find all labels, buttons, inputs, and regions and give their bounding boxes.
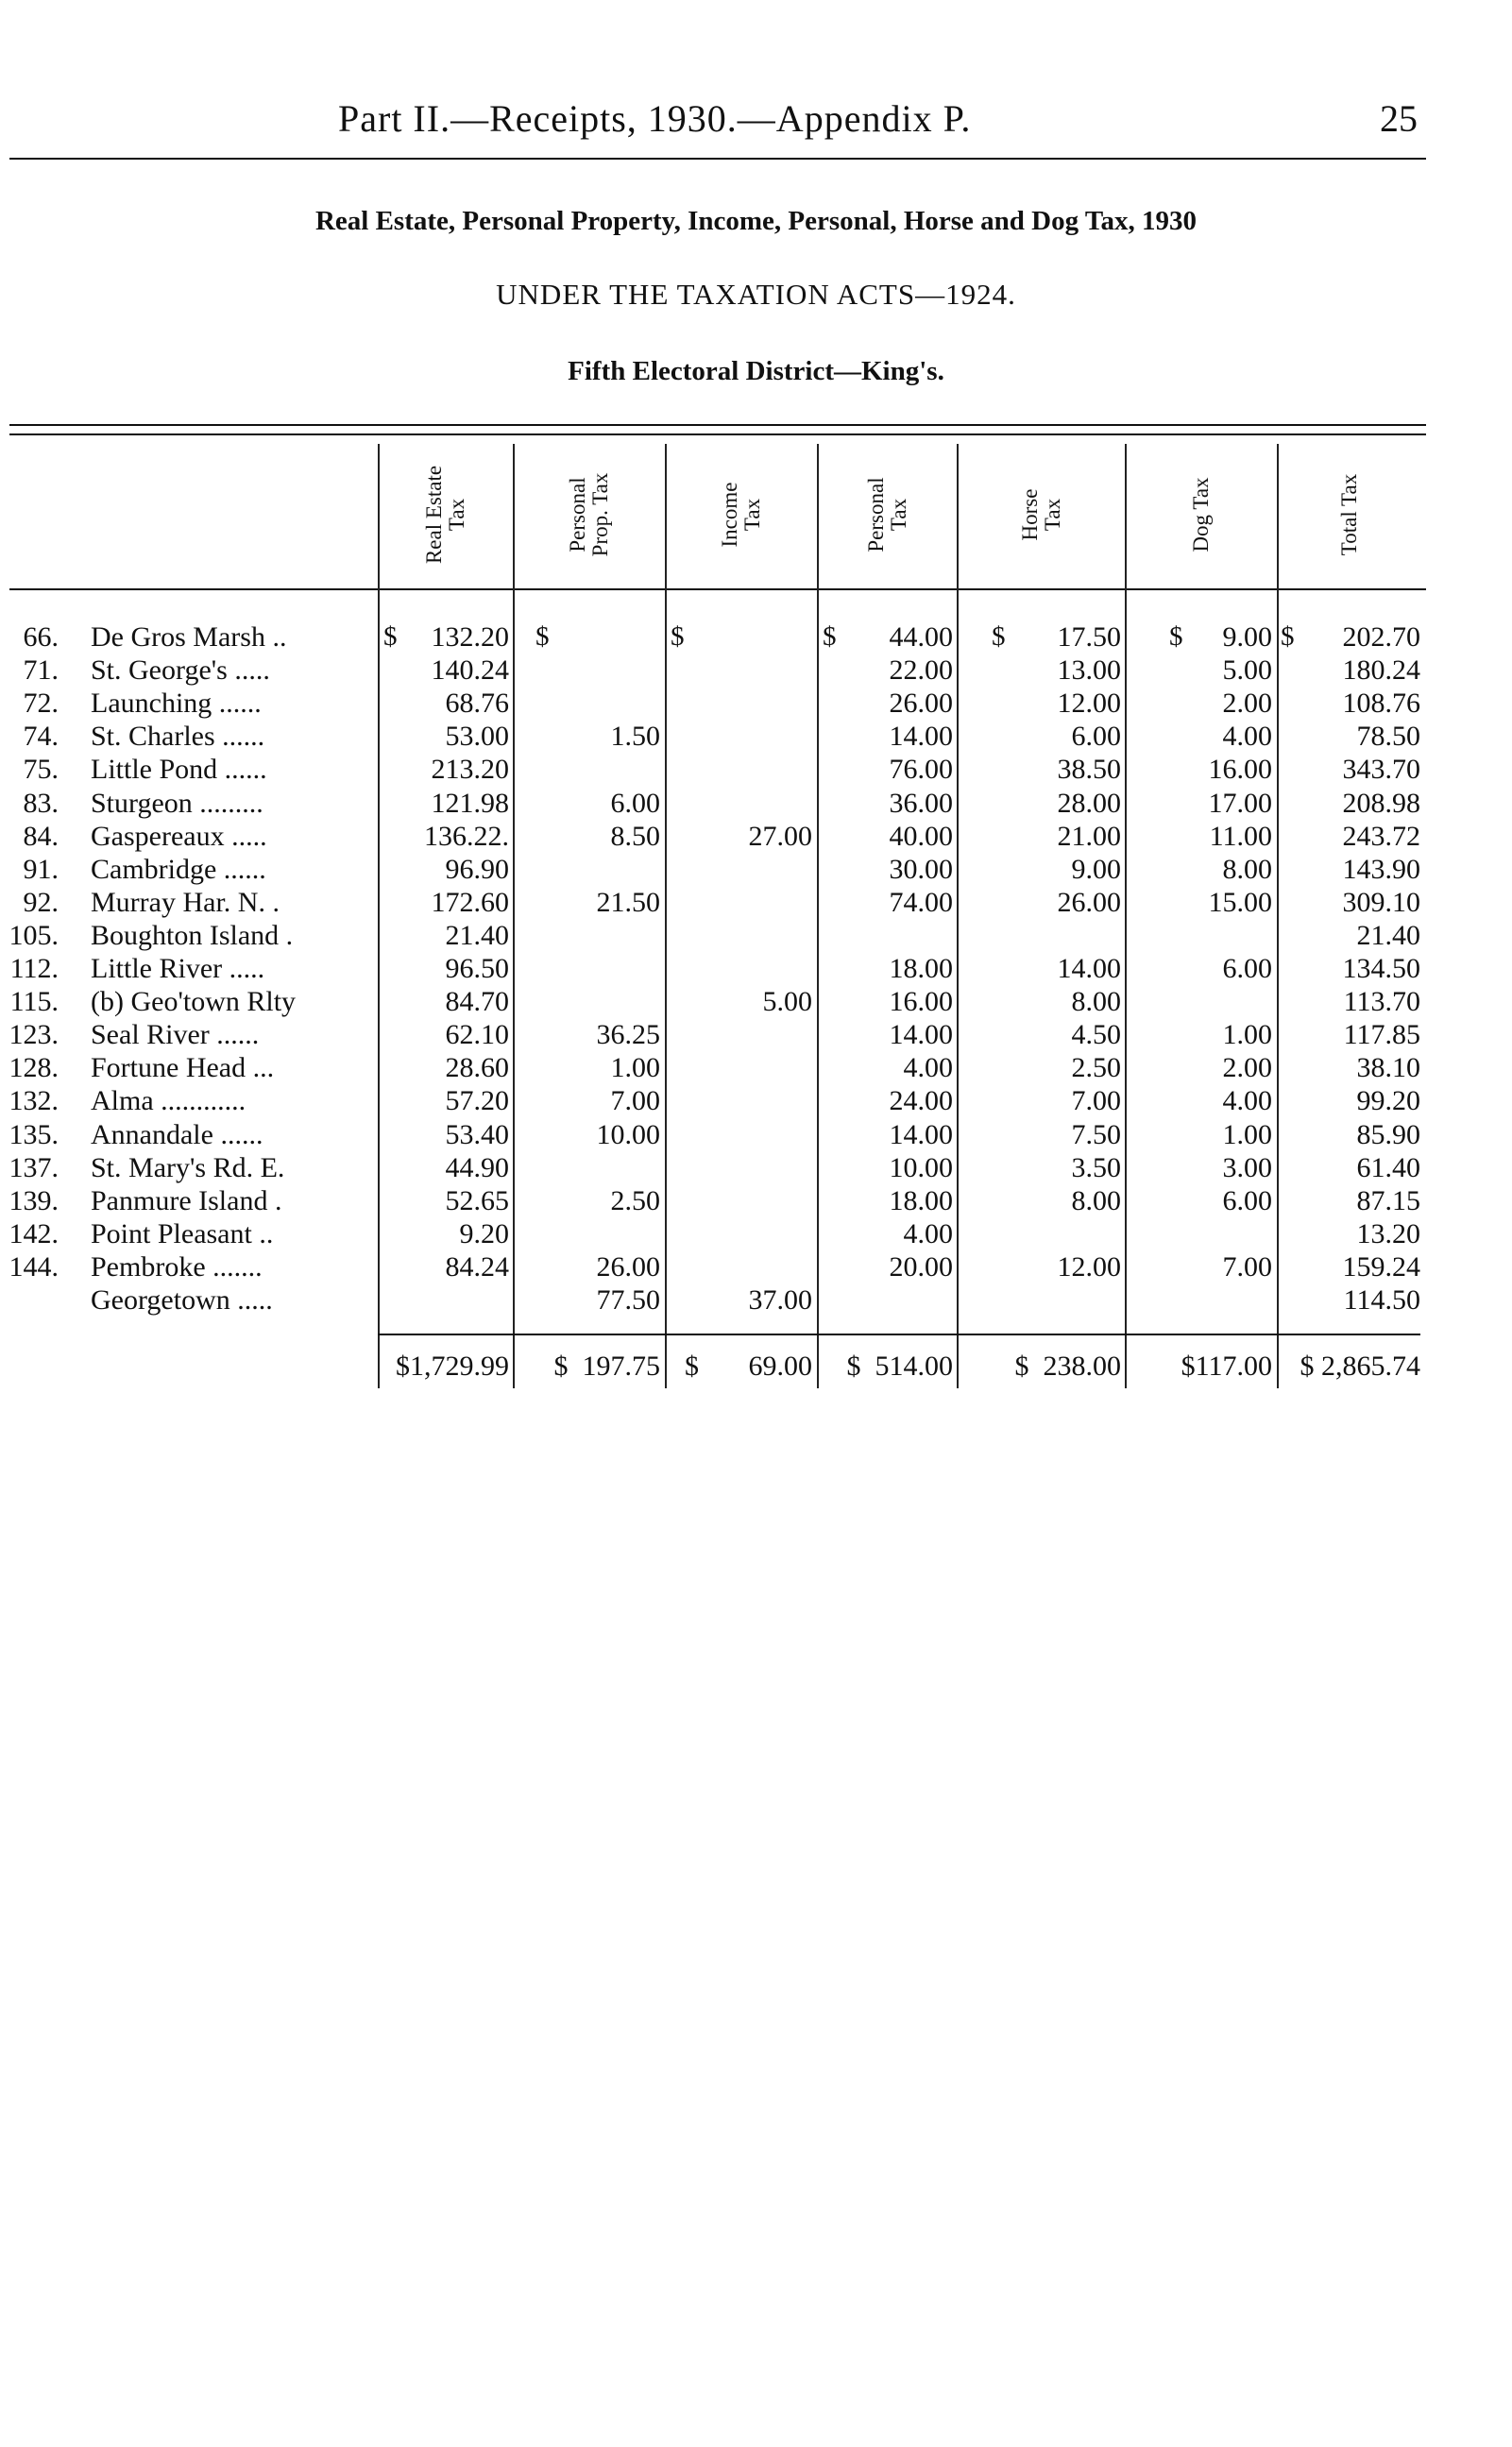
cell-dog: 4.00 [1222,721,1272,753]
cell-personal-prop: 1.00 [610,1052,660,1084]
cell-personal: 10.00 [889,1151,953,1183]
cell-total: 202.70 [1342,621,1420,653]
table-row [0,1018,1512,1051]
cell-real-estate: 84.24 [445,1250,509,1283]
cell-horse: 3.50 [1071,1151,1121,1183]
cell-horse: 8.00 [1071,1184,1121,1216]
table-row [0,919,1512,952]
cell-real-estate: 140.24 [431,654,509,687]
cell-real-estate: 28.60 [445,1052,509,1084]
table-row [0,853,1512,886]
cell-dog: 9.00 [1222,621,1272,653]
table-row [0,1283,1512,1317]
table-title: Real Estate, Personal Property, Income, Personal, Horse and Dog Tax, 1930 [314,206,1198,236]
cell-total: 117.85 [1343,1019,1420,1051]
table-row [0,687,1512,720]
total-personal: $ 514.00 [846,1351,953,1382]
cell-horse: 21.00 [1057,820,1121,852]
table-row [0,952,1512,985]
col-header-real-estate-tax: Real Estate Tax [422,465,468,565]
cell-dog: 15.00 [1208,886,1272,918]
cell-personal: 18.00 [889,1184,953,1216]
total-dog: $117.00 [1181,1351,1272,1382]
grand-total: $ 2,865.74 [1300,1351,1420,1382]
district-name: Sturgeon ......... [91,787,263,819]
district-name: Gaspereaux ..... [91,820,267,852]
row-number: 74. [23,721,59,753]
cell-dog: 7.00 [1222,1250,1272,1283]
cell-dog: 2.00 [1222,688,1272,720]
cell-personal: 76.00 [889,754,953,786]
cell-personal: 74.00 [889,886,953,918]
total-real-estate: $1,729.99 [396,1351,509,1382]
cell-total: 243.72 [1342,820,1420,852]
cell-horse: 28.00 [1057,787,1121,819]
cell-horse: 4.50 [1071,1019,1121,1051]
table-row [0,1217,1512,1250]
cell-dog: 17.00 [1208,787,1272,819]
cell-horse: 7.50 [1071,1118,1121,1150]
table-row [0,654,1512,687]
header-bottom-rule [9,588,1426,590]
cell-personal-prop: 21.50 [596,886,660,918]
cell-horse: 14.00 [1057,953,1121,984]
district-name: Pembroke ....... [91,1250,263,1283]
cell-personal: 14.00 [889,1019,953,1051]
cell-horse: 2.50 [1071,1052,1121,1084]
table-top-rule-2 [9,433,1426,435]
cell-personal-prop: 10.00 [596,1118,660,1150]
cell-personal: 26.00 [889,688,953,720]
cell-personal-prop: 1.50 [610,721,660,753]
row-number: 135. [8,1118,59,1150]
cell-personal-prop: 77.50 [596,1284,660,1316]
cell-personal-prop: 8.50 [610,820,660,852]
table-row [0,620,1512,654]
cell-horse: 8.00 [1071,986,1121,1018]
total-income: $ 69.00 [685,1351,812,1382]
cell-real-estate: 84.70 [445,986,509,1018]
cell-dog: 6.00 [1222,953,1272,984]
row-number: 139. [8,1184,59,1216]
col-header-personal-prop-tax: Personal Prop. Tax [566,472,612,557]
total-horse: $ 238.00 [1014,1351,1121,1382]
cell-horse: 12.00 [1057,688,1121,720]
cell-personal: 40.00 [889,820,953,852]
row-number: 66. [23,621,59,653]
table-row [0,787,1512,820]
cell-horse: 6.00 [1071,721,1121,753]
district-name: Annandale ...... [91,1118,263,1150]
cell-personal: 20.00 [889,1250,953,1283]
totals-row [0,1350,1512,1384]
district-name: Fortune Head ... [91,1052,275,1084]
district-name: Point Pleasant .. [91,1217,274,1249]
dollar-sign: $ [535,621,550,652]
page-number: 25 [1380,97,1418,140]
row-number: 105. [8,919,59,951]
district-name: St. Charles ...... [91,721,265,753]
cell-real-estate: 121.98 [431,787,509,819]
running-title: Part II.—Receipts, 1930.—Appendix P. [338,97,972,140]
row-number: 72. [23,688,59,720]
cell-real-estate: 96.50 [445,953,509,984]
row-number: 75. [23,754,59,786]
row-number: 144. [8,1250,59,1283]
cell-real-estate: 9.20 [459,1217,509,1249]
cell-real-estate: 44.90 [445,1151,509,1183]
cell-personal: 18.00 [889,953,953,984]
cell-horse: 26.00 [1057,886,1121,918]
cell-total: 38.10 [1356,1052,1420,1084]
table-row [0,1084,1512,1117]
cell-real-estate: 52.65 [445,1184,509,1216]
cell-income: 5.00 [762,986,812,1018]
row-number: 91. [23,853,59,885]
cell-total: 99.20 [1356,1085,1420,1117]
cell-total: 159.24 [1342,1250,1420,1283]
cell-personal-prop: 36.25 [596,1019,660,1051]
col-header-income-tax: Income Tax [718,482,764,548]
dollar-sign: $ [1281,621,1295,652]
col-header-horse-tax: Horse Tax [1017,488,1064,541]
cell-total: 343.70 [1342,754,1420,786]
cell-real-estate: 213.20 [431,754,509,786]
cell-horse: 12.00 [1057,1250,1121,1283]
cell-total: 113.70 [1343,986,1420,1018]
cell-dog: 4.00 [1222,1085,1272,1117]
cell-dog: 16.00 [1208,754,1272,786]
totals-rule [378,1334,1420,1335]
col-header-total-tax: Total Tax [1337,473,1361,556]
district-name: (b) Geo'town Rlty [91,986,297,1018]
district-name: Murray Har. N. . [91,886,280,918]
district-name: St. Mary's Rd. E. [91,1151,285,1183]
cell-total: 21.40 [1356,919,1420,951]
cell-real-estate: 172.60 [431,886,509,918]
cell-personal: 14.00 [889,1118,953,1150]
district-name: Panmure Island . [91,1184,282,1216]
district-name: Little River ..... [91,953,265,984]
cell-total: 180.24 [1342,654,1420,687]
district-name: Alma ............ [91,1085,246,1117]
cell-dog: 11.00 [1209,820,1272,852]
cell-total: 114.50 [1343,1284,1420,1316]
table-row [0,1118,1512,1151]
row-number: 71. [23,654,59,687]
row-number: 115. [9,986,59,1018]
cell-total: 61.40 [1356,1151,1420,1183]
table-top-rule [9,424,1426,426]
cell-personal: 22.00 [889,654,953,687]
row-number: 83. [23,787,59,819]
cell-personal-prop: 2.50 [610,1184,660,1216]
cell-total: 134.50 [1342,953,1420,984]
dollar-sign: $ [671,621,685,652]
cell-horse: 38.50 [1057,754,1121,786]
cell-real-estate: 62.10 [445,1019,509,1051]
cell-total: 143.90 [1342,853,1420,885]
cell-real-estate: 136.22. [424,820,509,852]
row-number: 128. [8,1052,59,1084]
table-row [0,1051,1512,1084]
page-header [0,96,1512,144]
table-row [0,720,1512,753]
col-header-dog-tax: Dog Tax [1189,477,1213,552]
dollar-sign: $ [992,621,1006,652]
cell-total: 108.76 [1342,688,1420,720]
district-name: Boughton Island . [91,919,294,951]
table-subtitle: UNDER THE TAXATION ACTS—1924. [496,278,1016,311]
row-number: 112. [9,953,59,984]
district-name: Seal River ...... [91,1019,260,1051]
cell-personal: 16.00 [889,986,953,1018]
cell-income: 27.00 [748,820,812,852]
row-number: 142. [8,1217,59,1249]
table-row [0,820,1512,853]
district-title: Fifth Electoral District—King's. [568,356,944,386]
cell-real-estate: 53.00 [445,721,509,753]
district-name: De Gros Marsh .. [91,621,287,653]
col-header-personal-tax: Personal Tax [863,477,910,552]
table-row [0,886,1512,919]
cell-personal: 44.00 [889,621,953,653]
cell-personal: 24.00 [889,1085,953,1117]
cell-real-estate: 68.76 [445,688,509,720]
cell-total: 13.20 [1356,1217,1420,1249]
row-number: 132. [8,1085,59,1117]
dollar-sign: $ [383,621,398,652]
cell-personal: 30.00 [889,853,953,885]
cell-total: 309.10 [1342,886,1420,918]
cell-personal: 36.00 [889,787,953,819]
cell-total: 87.15 [1356,1184,1420,1216]
cell-real-estate: 132.20 [431,621,509,653]
cell-personal: 4.00 [903,1217,953,1249]
district-name: Georgetown ..... [91,1284,273,1316]
row-number: 123. [8,1019,59,1051]
cell-horse: 17.50 [1057,621,1121,653]
cell-horse: 9.00 [1071,853,1121,885]
cell-personal-prop: 26.00 [596,1250,660,1283]
district-name: Little Pond ...... [91,754,267,786]
table-row [0,1184,1512,1217]
cell-real-estate: 57.20 [445,1085,509,1117]
table-row [0,985,1512,1018]
cell-dog: 8.00 [1222,853,1272,885]
cell-total: 78.50 [1356,721,1420,753]
table-row [0,1250,1512,1283]
cell-income: 37.00 [748,1284,812,1316]
cell-personal-prop: 7.00 [610,1085,660,1117]
district-name: Cambridge ...... [91,853,266,885]
cell-dog: 5.00 [1222,654,1272,687]
total-personal-prop: $ 197.75 [553,1351,660,1382]
cell-horse: 7.00 [1071,1085,1121,1117]
cell-dog: 6.00 [1222,1184,1272,1216]
cell-personal-prop: 6.00 [610,787,660,819]
district-name: St. George's ..... [91,654,270,687]
cell-personal: 4.00 [903,1052,953,1084]
cell-total: 85.90 [1356,1118,1420,1150]
cell-dog: 1.00 [1222,1118,1272,1150]
cell-dog: 1.00 [1222,1019,1272,1051]
table-row [0,1151,1512,1184]
district-name: Launching ...... [91,688,262,720]
dollar-sign: $ [823,621,837,652]
cell-dog: 2.00 [1222,1052,1272,1084]
cell-real-estate: 96.90 [445,853,509,885]
dollar-sign: $ [1169,621,1183,652]
cell-real-estate: 21.40 [445,919,509,951]
cell-real-estate: 53.40 [445,1118,509,1150]
cell-personal: 14.00 [889,721,953,753]
row-number: 92. [23,886,59,918]
cell-total: 208.98 [1342,787,1420,819]
table-row [0,753,1512,786]
row-number: 84. [23,820,59,852]
cell-dog: 3.00 [1222,1151,1272,1183]
row-number: 137. [8,1151,59,1183]
cell-horse: 13.00 [1057,654,1121,687]
header-rule [9,158,1426,160]
